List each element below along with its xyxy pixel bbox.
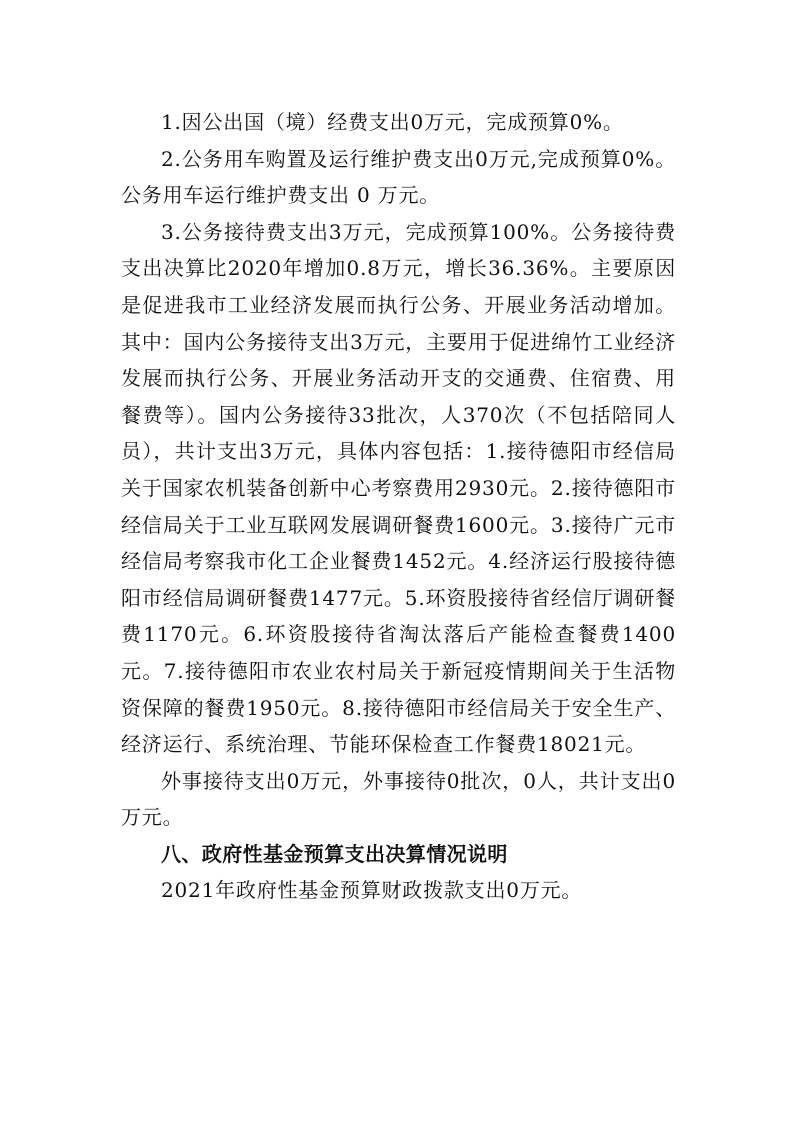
paragraph-government-fund: 2021年政府性基金预算财政拨款支出0万元。 [161, 878, 583, 903]
section-heading-government-fund: 八、政府性基金预算支出决算情况说明 [161, 841, 508, 866]
paragraph-foreign-reception: 外事接待支出0万元，外事接待0批次，0人，共计支出0万元。 [121, 768, 676, 830]
document-body [121, 104, 676, 909]
paragraph-overseas-travel: 1.因公出国（境）经费支出0万元，完成预算0%。 [161, 110, 624, 134]
paragraph-official-reception: 3.公务接待费支出3万元，完成预算100%。公务接待费支出决算比2020年增加0.8万元，增长36.36%。主要原因是促进我市工业经济发展而执行公务、开展业务活动增加。其中：国内公务接待支出3万元，主要用于促进绵竹工业经济发展而执行公务、开展业务活动开支的交通费、住宿费、用餐费等）。国内公务接待33批次，人370次（不包括陪同人员），共计支出3万元，具体内容包括：1.接待德阳市经信局关于国家农机装备创新中心考察费用2930元。2.接待德阳市经信局关于工业互联网发展调研餐费1600元。3.接待广元市经信局考察我市化工企业餐费1452元。4.经济运行股接待德阳市经信局调研餐费1477元。5.环资股接待省经信厅调研餐费1170元。6.环资股接待省淘汰落后产能检查餐费1400元。7.接待德阳市农业农村局关于新冠疫情期间关于生活物资保障的餐费1950元。8.接待德阳市经信局关于安全生产、经济运行、系统治理、节能环保检查工作餐费18021元。 [121, 219, 676, 757]
paragraph-official-vehicles: 2.公务用车购置及运行维护费支出0万元,完成预算0%。公务用车运行维护费支出 0 万元。 [121, 146, 676, 208]
